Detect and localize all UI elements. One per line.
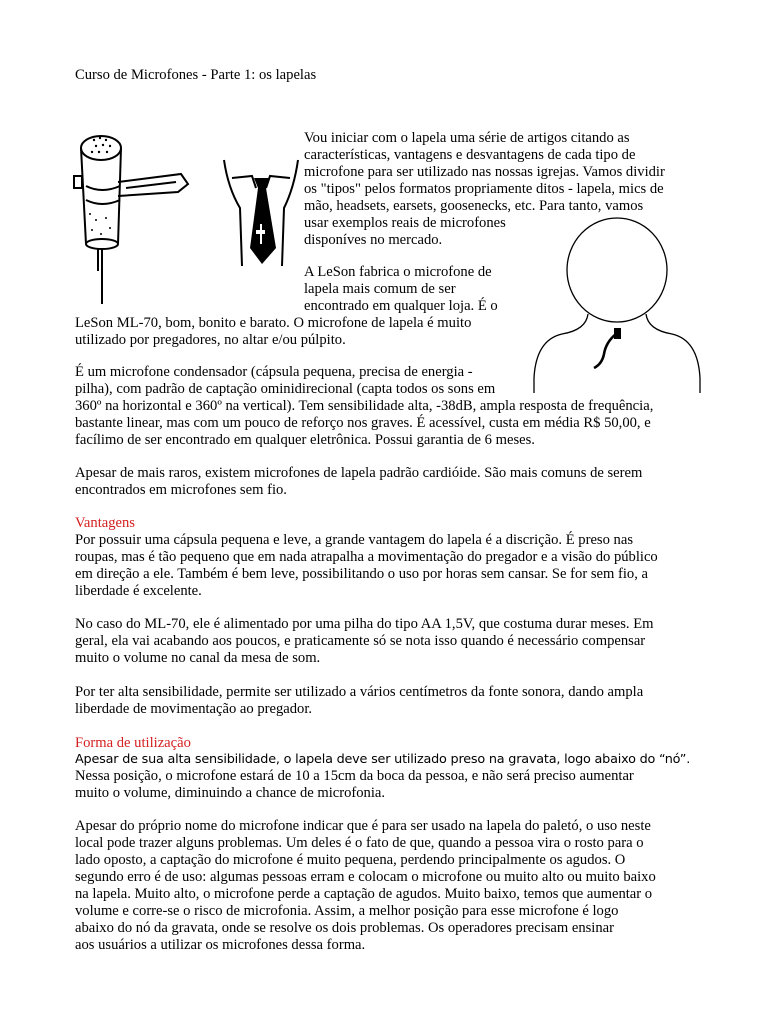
text-line: bastante linear, mas com um pouco de reforço nos graves. É acessível, custa em média R$ 50,00, e <box>75 415 651 431</box>
collar-tie-illustration <box>218 148 304 268</box>
text-line: volume e corre-se o risco de microfonia. Assim, a melhor posição para esse microfone é logo <box>75 903 619 919</box>
text-line: 360º na horizontal e 360º na vertical). Tem sensibilidade alta, -38dB, ampla resposta de frequência, <box>75 398 654 414</box>
text-line: na lapela. Muito alto, o microfone perde a captação de agudos. Muito baixo, temos que aumentar o <box>75 886 653 902</box>
vantagens-heading: Vantagens <box>75 515 135 531</box>
text-line: lado oposto, a captação do microfone é muito pequena, perdendo principalmente os agudos. O <box>75 852 626 868</box>
person-silhouette-illustration <box>532 218 702 393</box>
text-line: A LeSon fabrica o microfone de <box>304 264 492 280</box>
text-line: lapela mais comum de ser <box>304 281 456 297</box>
text-line: segundo erro é de uso: algumas pessoas erram e colocam o microfone ou muito alto ou muito baixo <box>75 869 656 885</box>
text-line: Por possuir uma cápsula pequena e leve, a grande vantagem do lapela é a discrição. É preso nas <box>75 532 633 548</box>
text-line: características, vantagens e desvantagens de cada tipo de <box>304 147 636 163</box>
page-title: Curso de Microfones - Parte 1: os lapelas <box>75 67 317 83</box>
text-line: Vou iniciar com o lapela uma série de artigos citando as <box>304 130 630 146</box>
text-line: local pode trazer alguns problemas. Um deles é o fato de que, quando a pessoa vira o rosto para o <box>75 835 644 851</box>
text-line: usar exemplos reais de microfones <box>304 215 506 231</box>
text-line: aos usuários a utilizar os microfones dessa forma. <box>75 937 366 953</box>
text-line: pilha), com padrão de captação ominidirecional (capta todos os sons em <box>75 381 496 397</box>
text-line: utilizado por pregadores, no altar e/ou púlpito. <box>75 332 346 348</box>
text-line: Apesar de mais raros, existem microfones de lapela padrão cardióide. São mais comuns de serem <box>75 465 643 481</box>
text-line: Apesar de sua alta sensibilidade, o lapela deve ser utilizado preso na gravata, logo abaixo do “nó”. <box>75 752 691 767</box>
text-line: abaixo do nó da gravata, onde se resolve os dois problemas. Os operadores precisam ensinar <box>75 920 614 936</box>
text-line: Nessa posição, o microfone estará de 10 a 15cm da boca da pessoa, e não será preciso aumentar <box>75 768 634 784</box>
text-line: Apesar do próprio nome do microfone indicar que é para ser usado na lapela do paletó, o uso neste <box>75 818 651 834</box>
text-line: geral, ela vai acabando aos poucos, e praticamente só se nota isso quando é necessário compensar <box>75 633 646 649</box>
text-line: em direção a ele. Também é bem leve, possibilitando o uso por horas sem cansar. Se for sem fio, a <box>75 566 648 582</box>
text-line: muito o volume no canal da mesa de som. <box>75 650 321 666</box>
text-line: No caso do ML-70, ele é alimentado por uma pilha do tipo AA 1,5V, que costuma durar meses. Em <box>75 616 654 632</box>
text-line: LeSon ML-70, bom, bonito e barato. O microfone de lapela é muito <box>75 315 472 331</box>
text-line: os "tipos" pelos formatos propriamente ditos - lapela, mics de <box>304 181 664 197</box>
text-line: facílimo de ser encontrado em qualquer eletrônica. Possui garantia de 6 meses. <box>75 432 535 448</box>
text-line: muito o volume, diminuindo a chance de microfonia. <box>75 785 386 801</box>
text-line: microfone para ser utilizado nas nossas igrejas. Vamos dividir <box>304 164 665 180</box>
text-line: encontrados em microfones sem fio. <box>75 482 287 498</box>
text-line: É um microfone condensador (cápsula pequena, precisa de energia - <box>75 364 473 380</box>
text-line: disponíves no mercado. <box>304 232 443 248</box>
text-line: encontrado em qualquer loja. É o <box>304 298 498 314</box>
lavalier-microphone-illustration <box>66 126 206 306</box>
forma-heading: Forma de utilização <box>75 735 191 751</box>
text-line: liberdade é excelente. <box>75 583 202 599</box>
text-line: liberdade de movimentação ao pregador. <box>75 701 313 717</box>
text-line: mão, headsets, earsets, goosenecks, etc. Para tanto, vamos <box>304 198 644 214</box>
text-line: Por ter alta sensibilidade, permite ser utilizado a vários centímetros da fonte sonora, dando ampla <box>75 684 644 700</box>
text-line: roupas, mas é tão pequeno que em nada atrapalha a movimentação do pregador e a visão do público <box>75 549 658 565</box>
